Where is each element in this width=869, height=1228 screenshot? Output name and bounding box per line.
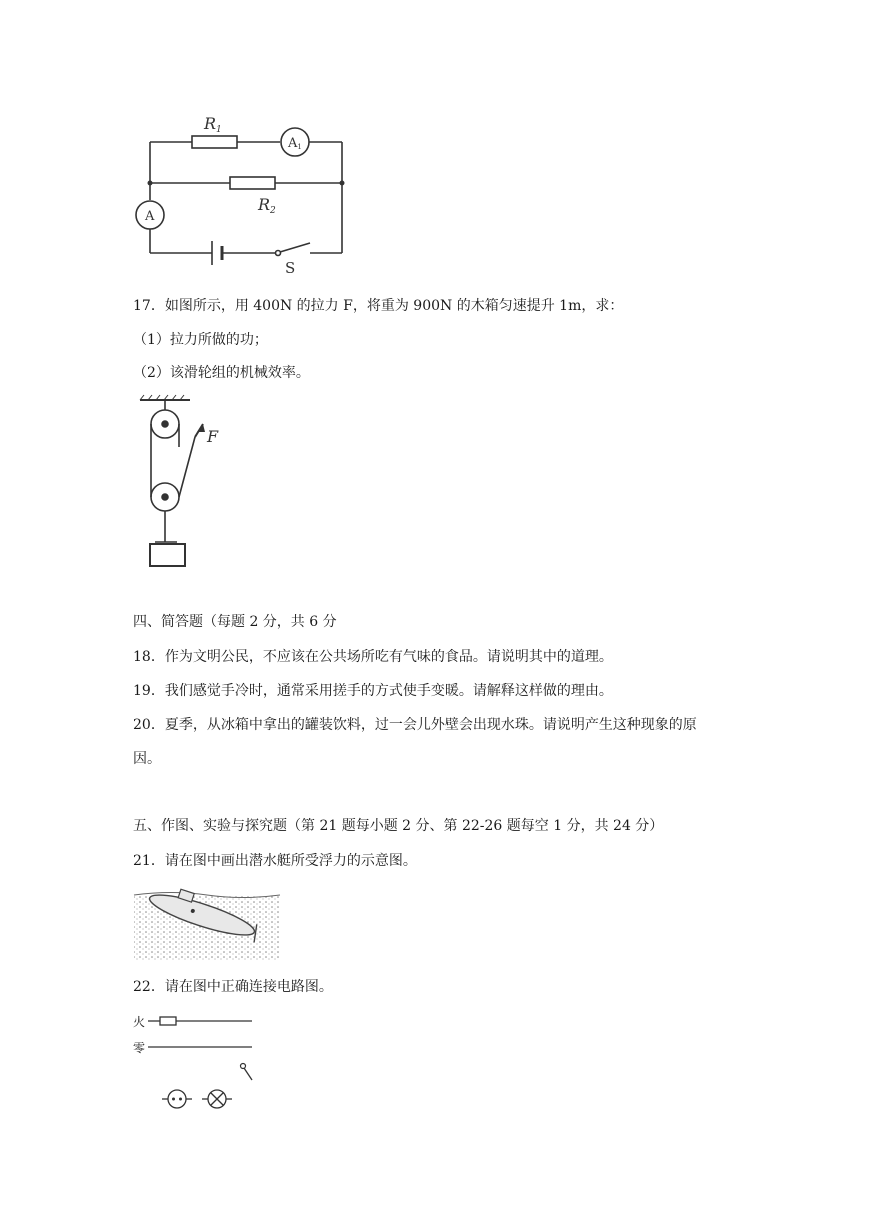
force-label: F [207,427,219,446]
question-17-part-1: （1）拉力所做的功； [133,332,268,348]
resistor-r1 [192,136,237,148]
question-20-line-1: 20．夏季，从冰箱中拿出的罐装饮料，过一会儿外壁会出现水珠。请说明产生这种现象的原 [133,717,697,733]
ammeter1-label: A [288,136,298,151]
pulley-diagram [135,392,235,577]
svg-text:R2 [257,195,276,216]
ammeter-main-label: A [145,209,155,224]
live-wire-label: 火 [133,1015,146,1029]
question-17-part-2: （2）该滑轮组的机械效率。 [133,365,310,381]
resistor-r2 [230,177,275,189]
fuse-icon [160,1017,176,1025]
switch-icon [244,1068,252,1080]
force-arrow-icon [197,424,205,432]
ammeter1-subscript: 1 [297,143,302,151]
question-20-line-2: 因。 [133,751,161,767]
wooden-box [150,544,185,566]
switch-label: S [285,259,296,277]
question-17: 17．如图所示，用 400N 的拉力 F，将重为 900N 的木箱匀速提升 1m，求： [133,298,624,314]
switch-s [280,243,310,252]
r1-subscript: 1 [216,125,222,135]
section-4-heading: 四、简答题（每题 2 分，共 6 分 [133,614,337,630]
svg-text:R1 [203,114,222,135]
r2-subscript: 2 [270,206,276,216]
question-21: 21．请在图中画出潜水艇所受浮力的示意图。 [133,853,417,869]
socket-icon [168,1090,186,1108]
circuit-diagram [130,105,355,280]
r1-label: R [204,114,217,133]
question-22: 22．请在图中正确连接电路图。 [133,979,333,995]
submarine-diagram [132,885,282,963]
r2-label: R [258,195,271,214]
section-5-heading: 五、作图、实验与探究题（第 21 题每小题 2 分、第 22-26 题每空 1 分，共 24 分） [133,818,664,834]
neutral-wire-label: 零 [133,1041,146,1055]
wiring-diagram [130,1010,265,1115]
question-18: 18．作为文明公民，不应该在公共场所吃有气味的食品。请说明其中的道理。 [133,649,613,665]
question-19: 19．我们感觉手冷时，通常采用搓手的方式使手变暖。请解释这样做的理由。 [133,683,613,699]
